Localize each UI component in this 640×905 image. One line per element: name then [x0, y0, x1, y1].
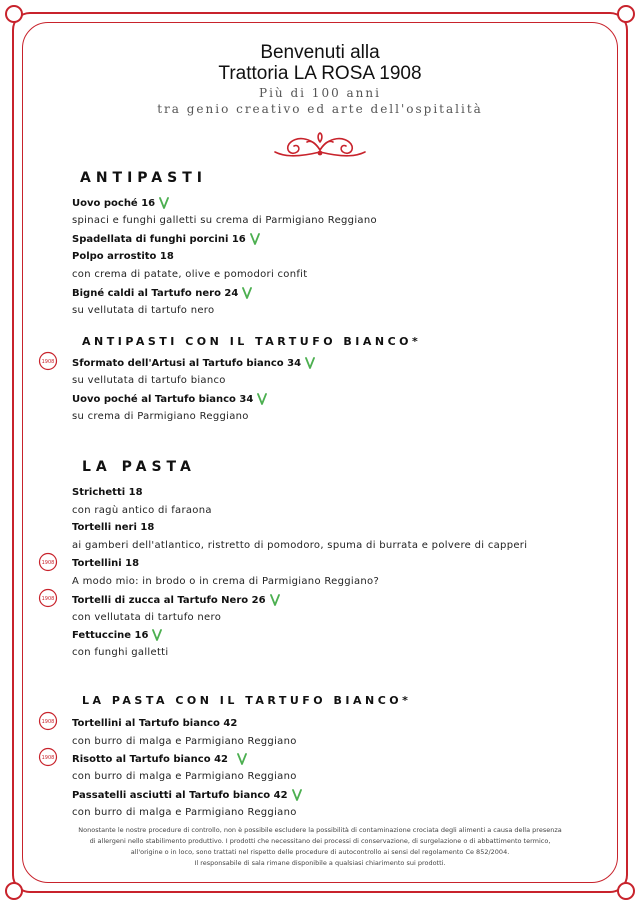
badge-1908-icon: [38, 711, 58, 731]
page-title-line1: Benvenuti alla: [260, 42, 380, 63]
section-heading-pasta: LA PASTA: [82, 459, 196, 475]
dish-description: con vellutata di tartufo nero: [72, 612, 222, 623]
vegetarian-leaf-icon: [270, 594, 280, 606]
dish-description: spinaci e funghi galletti su crema di Parmigiano Reggiano: [72, 215, 377, 226]
disclaimer-line: di allergeni nello stabilimento produttivo. I prodotti che necessitano dei processi di conservazione, di surgelazione o di abbattimento termico,: [89, 837, 551, 845]
dish-name: Uovo poché al Tartufo bianco 34: [72, 393, 267, 405]
dish-name: Tortellini 18: [72, 558, 140, 569]
dish-name: Passatelli asciutti al Tartufo bianco 42: [72, 789, 302, 801]
disclaimer-line: Nonostante le nostre procedure di controllo, non è possibile escludere la possibilità di contaminazione crociata degli alimenti a causa della presenza: [78, 826, 562, 834]
dish-description: ai gamberi dell'atlantico, ristretto di pomodoro, spuma di burrata e polvere di capperi: [72, 540, 528, 551]
vegetarian-leaf-icon: [257, 393, 267, 405]
dish-description: su vellutata di tartufo nero: [72, 305, 215, 316]
svg-text:1908: 1908: [41, 359, 55, 365]
section-heading-pasta-tartufo: LA PASTA CON IL TARTUFO BIANCO*: [82, 694, 412, 707]
dish-name: Polpo arrostito 18: [72, 251, 174, 262]
vegetarian-leaf-icon: [292, 789, 302, 801]
vegetarian-leaf-icon: [250, 233, 260, 245]
vegetarian-leaf-icon: [152, 629, 162, 641]
dish-name: Tortellini al Tartufo bianco 42: [72, 718, 238, 729]
vegetarian-leaf-icon: [237, 753, 247, 765]
dish-description: su vellutata di tartufo bianco: [72, 375, 226, 386]
subtitle-line2: tra genio creativo ed arte dell'ospitalità: [157, 102, 483, 116]
badge-1908-icon: [38, 552, 58, 572]
vegetarian-leaf-icon: [159, 197, 169, 209]
badge-1908-icon: [38, 588, 58, 608]
dish-name: Sformato dell'Artusi al Tartufo bianco 34: [72, 357, 315, 369]
disclaimer-line: Il responsabile di sala rimane disponibile a qualsiasi chiarimento sui prodotti.: [194, 859, 446, 867]
svg-text:1908: 1908: [41, 596, 55, 602]
dish-name: Strichetti 18: [72, 487, 143, 498]
dish-description: con burro di malga e Parmigiano Reggiano: [72, 807, 297, 818]
vegetarian-leaf-icon: [242, 287, 252, 299]
dish-description: con ragù antico di faraona: [72, 505, 212, 516]
section-heading-antipasti: ANTIPASTI: [80, 170, 207, 186]
section-heading-antipasti-tartufo: ANTIPASTI CON IL TARTUFO BIANCO*: [82, 335, 422, 348]
dish-description: con burro di malga e Parmigiano Reggiano: [72, 771, 297, 782]
vegetarian-leaf-icon: [305, 357, 315, 369]
subtitle-line1: Più di 100 anni: [259, 86, 381, 100]
dish-name: Bigné caldi al Tartufo nero 24: [72, 287, 252, 299]
svg-text:1908: 1908: [41, 719, 55, 725]
dish-name: Tortelli di zucca al Tartufo Nero 26: [72, 594, 280, 606]
dish-name: Spadellata di funghi porcini 16: [72, 233, 260, 245]
flourish-ornament-icon: [271, 130, 369, 162]
dish-name: Tortelli neri 18: [72, 522, 155, 533]
corner-ornament: [5, 5, 23, 23]
dish-description: con burro di malga e Parmigiano Reggiano: [72, 736, 297, 747]
badge-1908-icon: [38, 747, 58, 767]
dish-name: Uovo poché 16: [72, 197, 169, 209]
svg-text:1908: 1908: [41, 560, 55, 566]
dish-description: con crema di patate, olive e pomodori confit: [72, 269, 308, 280]
disclaimer-line: all'origine o in loco, sono trattati nel rispetto delle procedure di autocontrollo ai sensi del regolamento Ce 852/2004.: [130, 848, 510, 856]
dish-description: con funghi galletti: [72, 647, 169, 658]
dish-name: Risotto al Tartufo bianco 42: [72, 753, 247, 765]
badge-1908-icon: [38, 351, 58, 371]
page-title-line2: Trattoria LA ROSA 1908: [218, 63, 422, 84]
dish-description: A modo mio: in brodo o in crema di Parmigiano Reggiano?: [72, 576, 380, 587]
corner-ornament: [617, 882, 635, 900]
corner-ornament: [617, 5, 635, 23]
dish-name: Fettuccine 16: [72, 629, 162, 641]
svg-text:1908: 1908: [41, 755, 55, 761]
allergen-disclaimer: [28, 825, 612, 869]
dish-description: su crema di Parmigiano Reggiano: [72, 411, 249, 422]
corner-ornament: [5, 882, 23, 900]
